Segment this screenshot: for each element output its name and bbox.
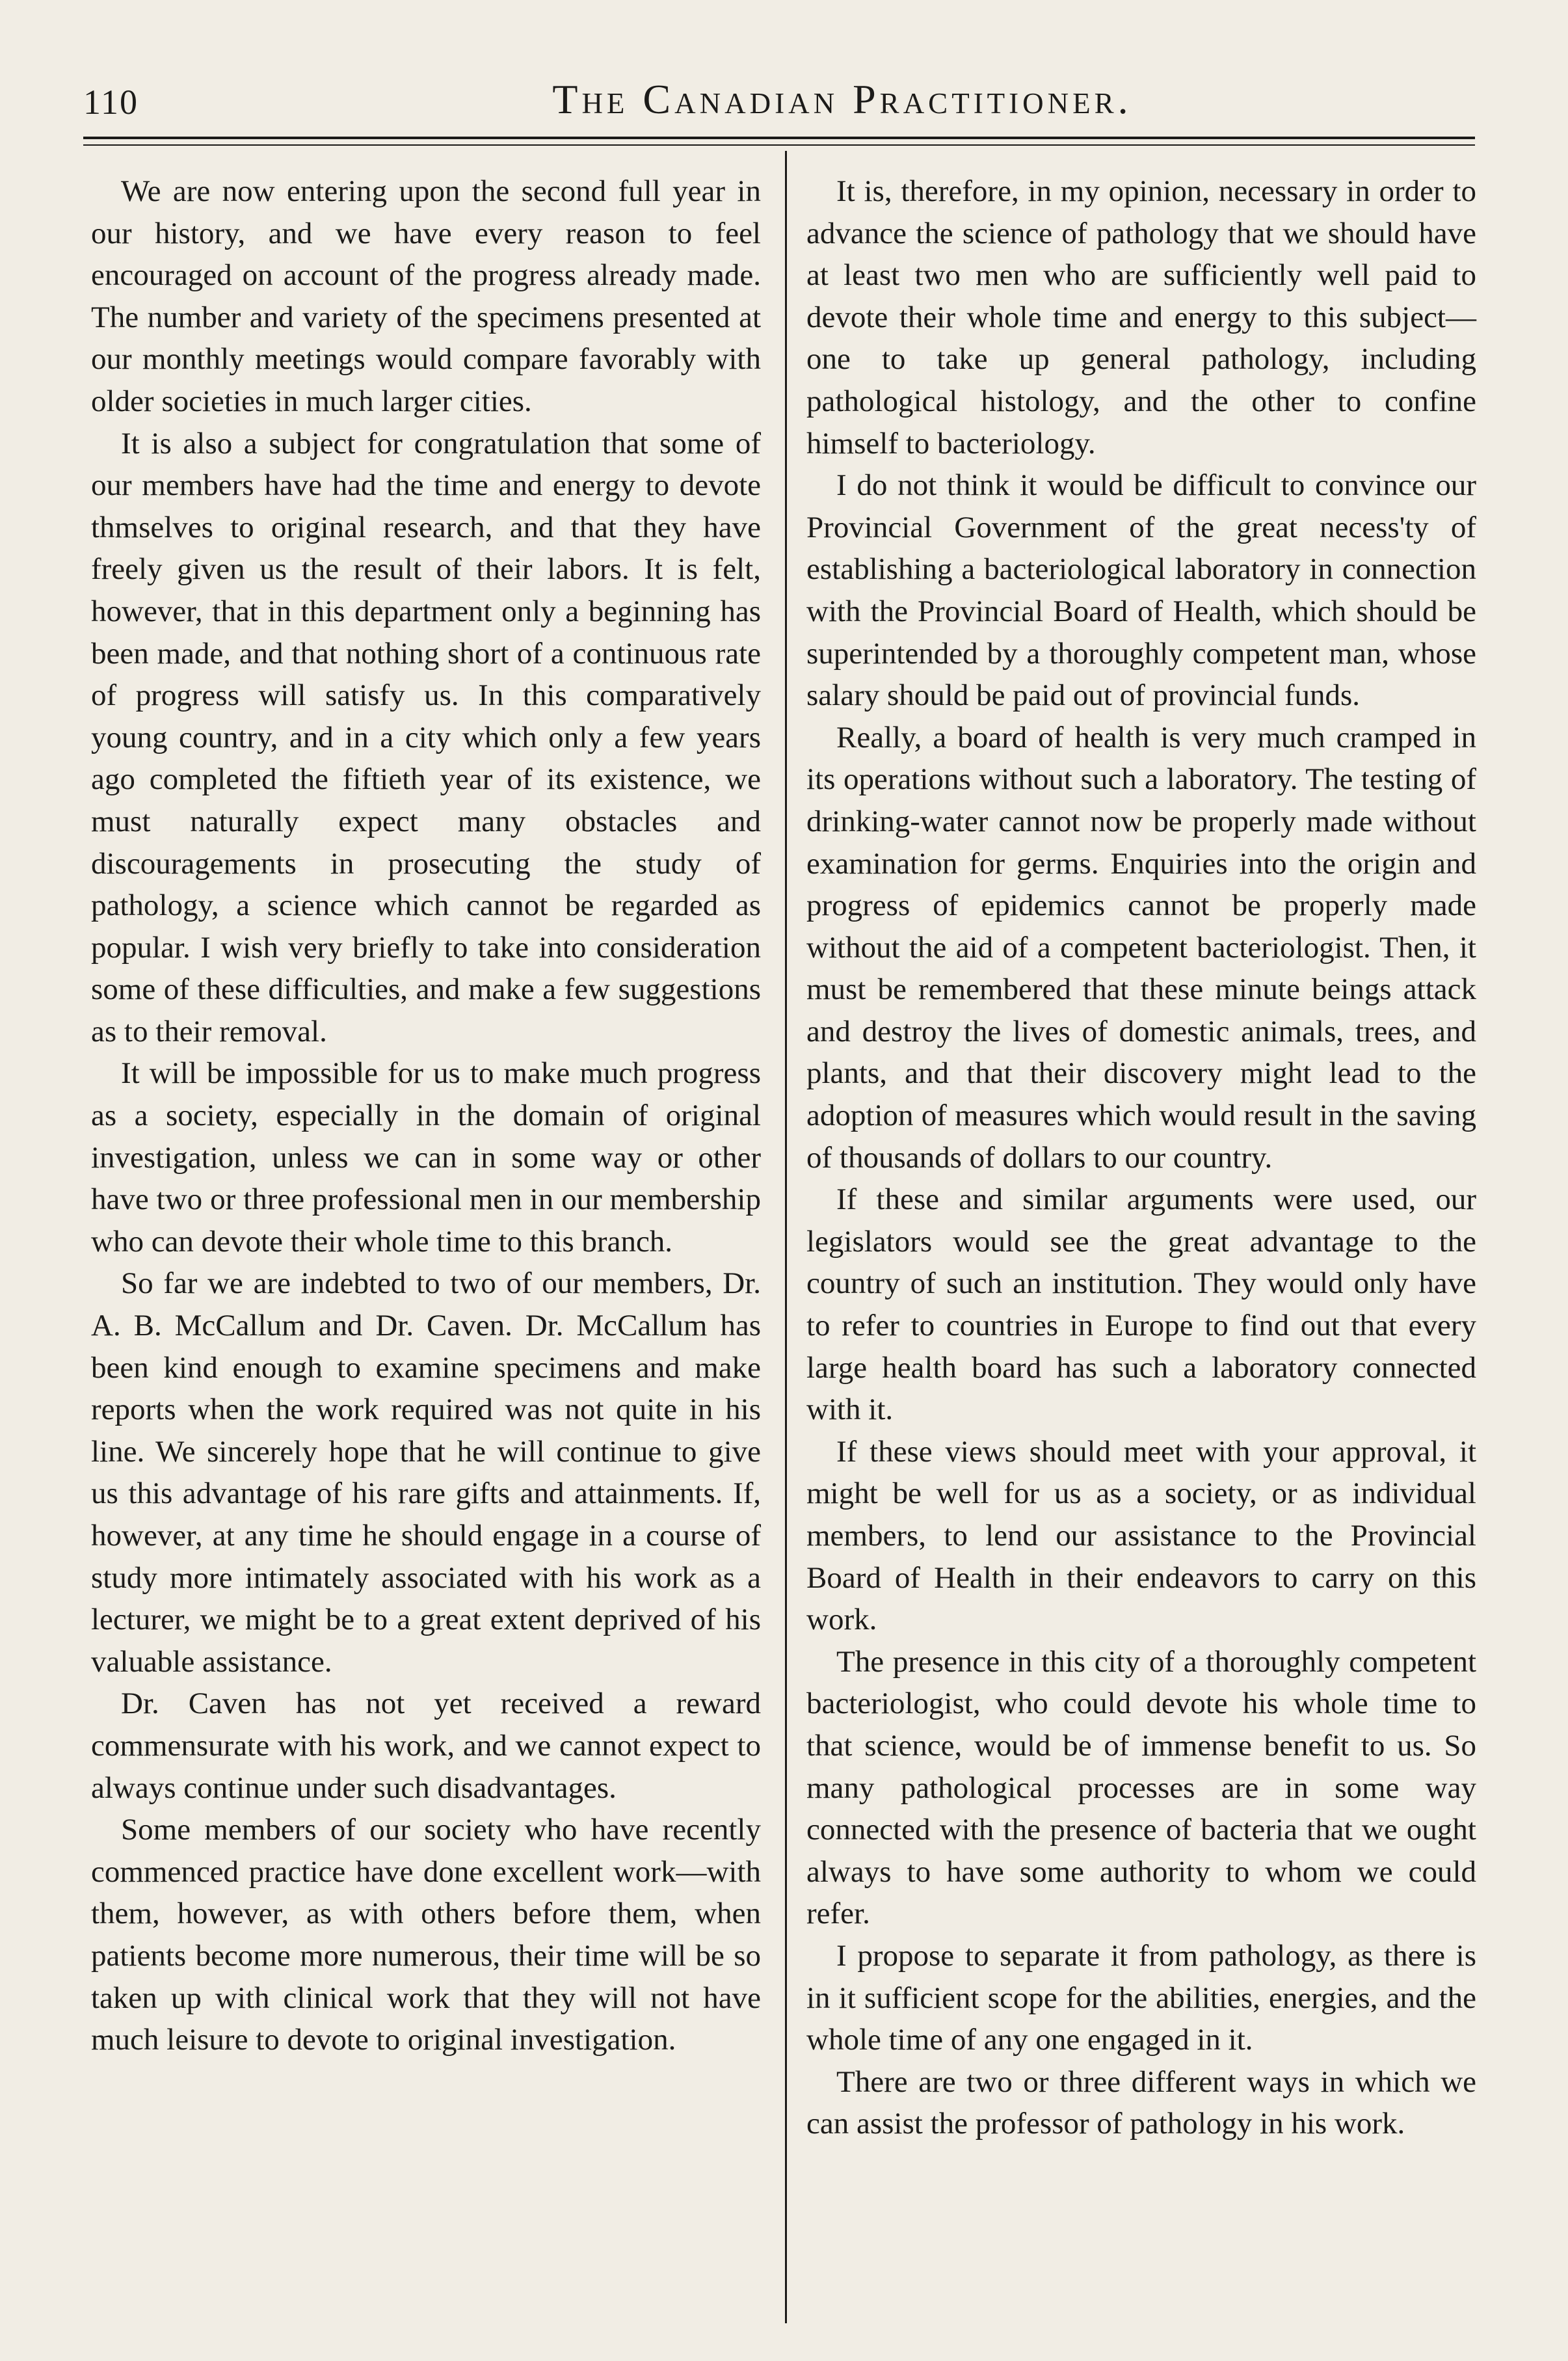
paragraph: If these views should meet with your approval, it might be well for us as a society, or as individual members, to lend our assistance to the Provincial Board of Health in their endeavors to carry on this work. [806, 1434, 1476, 1637]
page-header [0, 62, 1568, 140]
header-rule-thick [83, 137, 1475, 139]
paragraph: The presence in this city of a thoroughly competent bacteriologist, who could devote his whole time to that science, would be of immense benefit to us. So many pathological processes are in some way connected with the presence of bacteria that we ought always to have some authority to whom we could refer. [806, 1644, 1476, 1931]
right-column [806, 170, 1476, 2145]
paragraph: If these and similar arguments were used, our legislators would see the great advantage to the country of such an institution. They would only have to refer to countries in Europe to find out that every large health board has such a laboratory connected with it. [806, 1182, 1476, 1427]
paragraph: It is, therefore, in my opinion, necessary in order to advance the science of pathology that we should have at least two men who are sufficiently well paid to devote their whole time and energy to this subject—one to take up general pathology, including pathological histology, and the other to confine himself to bacteriology. [806, 174, 1476, 460]
paragraph: I do not think it would be difficult to convince our Provincial Government of the great necess'ty of establishing a bacteriological laboratory in connection with the Provincial Board of Health, which should be superintended by a thoroughly competent man, whose salary should be paid out of provincial funds. [806, 468, 1476, 713]
left-column [91, 170, 761, 2061]
header-rule-thin [83, 144, 1475, 146]
paragraph: It will be impossible for us to make much progress as a society, especially in the domain of original investigation, unless we can in some way or other have two or three professional men in our membership who can devote their whole time to this branch. [91, 1056, 761, 1259]
paragraph: There are two or three different ways in which we can assist the professor of pathology in his work. [806, 2064, 1476, 2141]
paragraph: So far we are indebted to two of our members, Dr. A. B. McCallum and Dr. Caven. Dr. McCallum has been kind enough to examine specimens and make reports when the work required was not quite in his line. We sincerely hope that he will continue to give us this advantage of his rare gifts and attainments. If, however, at any time he should engage in a course of study more intimately associated with his work as a lecturer, we might be to a great extent deprived of his valuable assistance. [91, 1266, 761, 1679]
column-divider [785, 151, 787, 2323]
paragraph: Really, a board of health is very much cramped in its operations without such a laboratory. The testing of drinking-water cannot now be properly made without examination for germs. Enquiries into the origin and progress of epidemics cannot be properly made without the aid of a competent bacteriologist. Then, it must be remembered that these minute beings attack and destroy the lives of domestic animals, trees, and plants, and that their discovery might lead to the adoption of measures which would result in the saving of thousands of dollars to our country. [806, 720, 1476, 1175]
running-title: The Canadian Practitioner. [552, 76, 1132, 122]
paragraph: It is also a subject for congratulation that some of our members have had the time and energy to devote thmselves to original research, and that they have freely given us the result of their labors. It is felt, however, that in this department only a beginning has been made, and that nothing short of a continuous rate of progress will satisfy us. In this comparatively young country, and in a city which only a few years ago completed the fiftieth year of its existence, we must naturally expect many obstacles and discouragements in prosecuting the study of pathology, a science which cannot be regarded as popular. I wish very briefly to take into consideration some of these difficulties, and make a few suggestions as to their removal. [91, 426, 761, 1048]
paragraph: I propose to separate it from pathology, as there is in it sufficient scope for the abilities, energies, and the whole time of any one engaged in it. [806, 1938, 1476, 2057]
paragraph: We are now entering upon the second full year in our history, and we have every reason to feel encouraged on account of the progress already made. The number and variety of the specimens presented at our monthly meetings would compare favorably with older societies in much larger cities. [91, 174, 761, 418]
paragraph: Some members of our society who have recently commenced practice have done excellent work—with them, however, as with others before them, when patients become more numerous, their time will be so taken up with clinical work that they will not have much leisure to devote to original investigation. [91, 1813, 761, 2057]
paragraph: Dr. Caven has not yet received a reward commensurate with his work, and we cannot expect to always continue under such disadvantages. [91, 1687, 761, 1805]
page-number: 110 [83, 83, 139, 122]
